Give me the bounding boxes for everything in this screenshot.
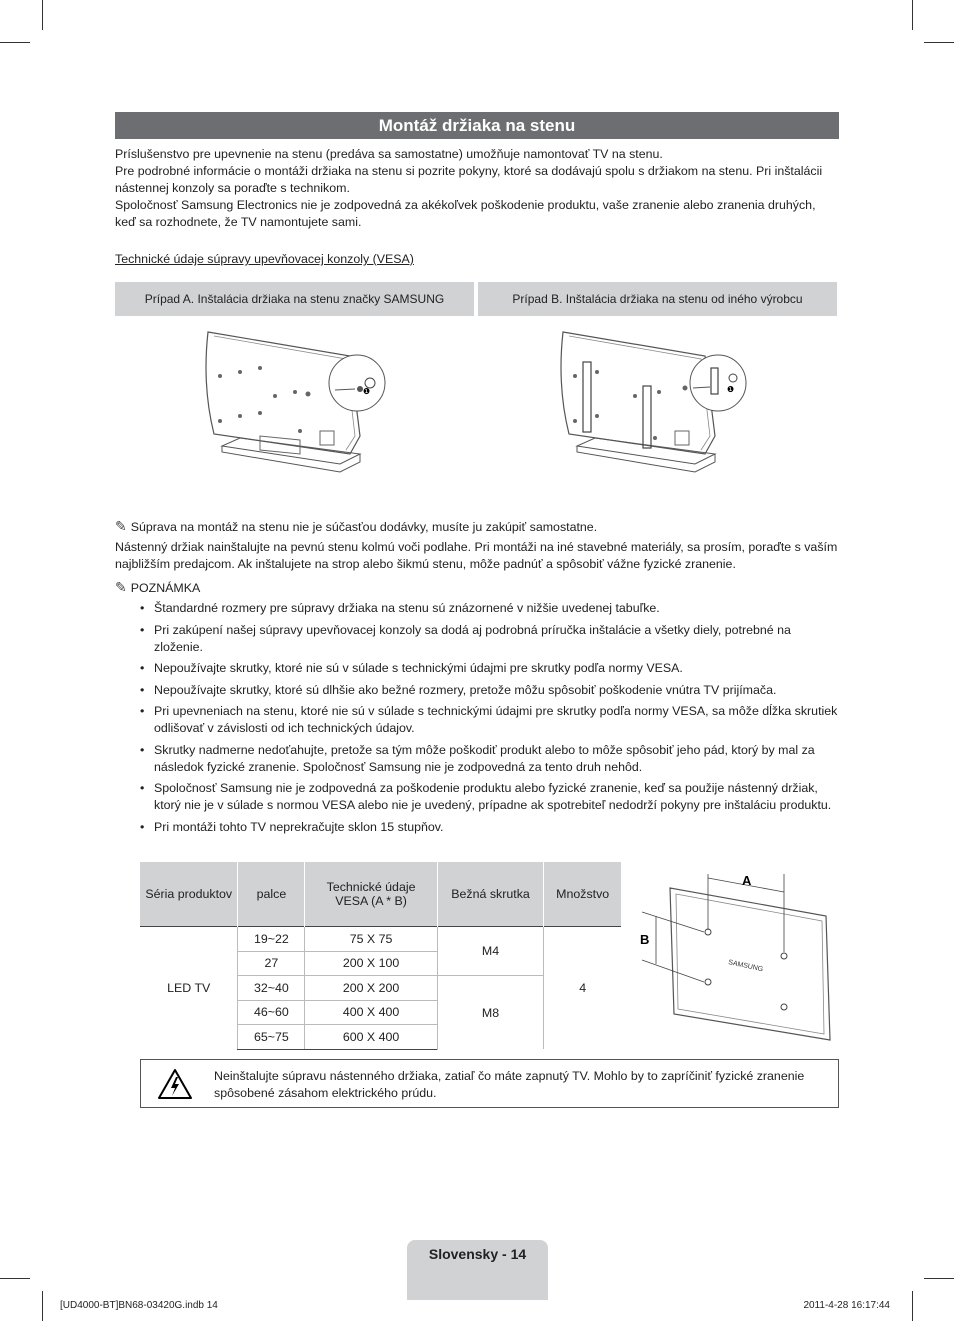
- callout-marker: ❶: [363, 387, 371, 396]
- vesa-spec-table: [140, 862, 621, 1050]
- footer-timestamp: 2011-4-28 16:17:44: [803, 1300, 890, 1311]
- column-header: palce: [238, 862, 305, 927]
- vesa-cell: 200 X 200: [305, 976, 437, 1001]
- screw-cell: M8: [437, 976, 544, 1050]
- vesa-cell: 75 X 75: [305, 927, 437, 952]
- brand-label: SAMSUNG: [727, 959, 764, 974]
- inch-cell: 27: [238, 951, 305, 976]
- note-accessory: [115, 518, 597, 536]
- table-header-row: [140, 862, 621, 927]
- inch-cell: 46~60: [238, 1000, 305, 1025]
- list-item: • Skrutky nadmerne nedoťahujte, pretože sa tým môže poškodiť produkt alebo to môže spôsobiť jeho pád, ktorý by mal za následok fyzické zranenie. Spoločnosť Samsung nie je zodpovedná za tento druh nehôd.: [140, 742, 840, 776]
- table-row: [140, 927, 621, 952]
- case-b-label: Prípad B. Inštalácia držiaka na stenu od iného výrobcu: [478, 282, 837, 316]
- crop-mark: [924, 1278, 954, 1279]
- crop-mark: [912, 1291, 913, 1321]
- list-item: • Pri upevneniach na stenu, ktoré nie sú v súlade s technickými údajmi pre skrutky podľa normy VESA, sa môže dĺžka skrutiek odlišovať v závislosti od ich technických údajov.: [140, 703, 840, 737]
- crop-mark: [42, 1291, 43, 1321]
- intro-paragraph: Pre podrobné informácie o montáži držiaka na stenu si pozrite pokyny, ktoré sa dodávajú spolu s držiakom na stenu. Pri inštalácii nástennej konzoly sa poraďte s technikom.: [115, 164, 823, 195]
- warning-text: Neinštalujte súpravu nástenného držiaka, zatiaľ čo máte zapnutý TV. Mohlo by to zapríčiniť fyzické zranenie spôsobené zásahom elektrického prúdu.: [214, 1069, 805, 1100]
- pencil-note-icon: ✎: [115, 579, 127, 595]
- note-label: POZNÁMKA: [130, 581, 201, 595]
- list-item: • Pri montáži tohto TV neprekračujte sklon 15 stupňov.: [140, 819, 840, 836]
- crop-mark: [42, 0, 43, 30]
- crop-mark: [924, 42, 954, 43]
- inch-cell: 65~75: [238, 1025, 305, 1050]
- note-text: Súprava na montáž na stenu nie je súčasťou dodávky, musíte ju zakúpiť samostatne.: [130, 520, 598, 534]
- crop-mark: [0, 42, 30, 43]
- note-bullet-list: [140, 600, 840, 840]
- vesa-heading: Technické údaje súpravy upevňovacej konzoly (VESA): [115, 252, 414, 266]
- crop-mark: [0, 1278, 30, 1279]
- case-a-illustration: [200, 326, 400, 496]
- column-header: Množstvo: [544, 862, 621, 927]
- screw-cell: M4: [437, 927, 544, 976]
- footer-file-name: [UD4000-BT]BN68-03420G.indb 14: [60, 1300, 218, 1311]
- installation-paragraph: Nástenný držiak nainštalujte na pevnú stenu kolmú voči podlahe. Pri montáži na iné stavebné materiály, sa prosím, poraďte s vaším najbližším predajcom. Ak inštalujete na strop alebo šikmú stenu, môže padnúť a spôsobiť vážne fyzické zranenie.: [115, 540, 838, 571]
- callout-marker: ❶: [727, 385, 735, 394]
- intro-text: [115, 146, 839, 231]
- inch-cell: 32~40: [238, 976, 305, 1001]
- column-header: Bežná skrutka: [437, 862, 544, 927]
- dimension-a-label: A: [742, 873, 752, 888]
- electric-shock-warning-icon: [157, 1068, 193, 1100]
- case-b-illustration: [555, 326, 755, 496]
- vesa-dimension-diagram: [638, 864, 838, 1044]
- column-header: Séria produktov: [140, 862, 238, 927]
- column-header: Technické údaje VESA (A * B): [305, 862, 437, 927]
- vesa-cell: 400 X 400: [305, 1000, 437, 1025]
- list-item: • Štandardné rozmery pre súpravy držiaka na stenu sú znázornené v nižšie uvedenej tabuľke.: [140, 600, 840, 617]
- dimension-b-label: B: [640, 932, 650, 947]
- intro-paragraph: Príslušenstvo pre upevnenie na stenu (predáva sa samostatne) umožňuje namontovať TV na stenu.: [115, 147, 663, 161]
- intro-paragraph: Spoločnosť Samsung Electronics nie je zodpovedná za akékoľvek poškodenie produktu, vaše zranenie alebo zranenia druhých, keď sa rozhodnete, že TV namontujete sami.: [115, 198, 816, 229]
- vesa-cell: 200 X 100: [305, 951, 437, 976]
- inch-cell: 19~22: [238, 927, 305, 952]
- list-item: • Nepoužívajte skrutky, ktoré nie sú v súlade s technickými údajmi pre skrutky podľa normy VESA.: [140, 660, 840, 677]
- list-item: • Spoločnosť Samsung nie je zodpovedná za poškodenie produktu alebo fyzické zranenie, keď sa použije nástenný držiak, ktorý nie je v súlade s normou VESA alebo nie je uvedený, prípadne ak spotrebiteľ nedodrží pokyny pre inštaláciu produktu.: [140, 780, 840, 814]
- pencil-note-icon: ✎: [115, 518, 127, 534]
- list-item: • Pri zakúpení našej súpravy upevňovacej konzoly sa dodá aj podrobná príručka inštalácie a všetky diely, potrebné na zloženie.: [140, 622, 840, 656]
- case-a-label: Prípad A. Inštalácia držiaka na stenu značky SAMSUNG: [115, 282, 474, 316]
- crop-mark: [912, 0, 913, 30]
- page-title: Montáž držiaka na stenu: [115, 112, 839, 139]
- note-heading: [115, 579, 200, 597]
- vesa-cell: 600 X 400: [305, 1025, 437, 1050]
- series-cell: LED TV: [140, 927, 238, 1050]
- list-item: • Nepoužívajte skrutky, ktoré sú dlhšie ako bežné rozmery, pretože môžu spôsobiť poškodenie vnútra TV prijímača.: [140, 682, 840, 699]
- page-number-tab: Slovensky - 14: [407, 1240, 548, 1300]
- warning-box: [140, 1059, 839, 1108]
- quantity-cell: 4: [544, 927, 621, 1050]
